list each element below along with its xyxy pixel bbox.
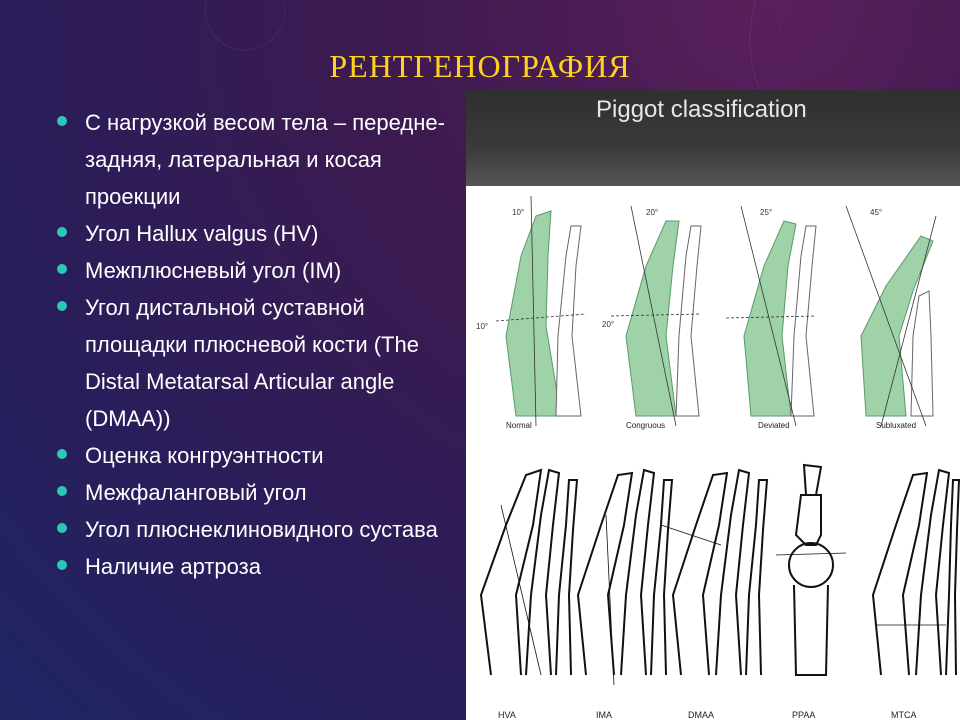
angle-label: 10° xyxy=(476,322,489,331)
angle-label: 20° xyxy=(646,208,659,217)
bullet-dot xyxy=(57,116,67,126)
bullet-item: Оценка конгруэнтности xyxy=(55,437,465,474)
foot-congruous xyxy=(611,206,701,426)
foot-dmaa xyxy=(661,470,767,675)
foot-subluxated xyxy=(846,206,936,426)
bullet-item: Угол дистальной суставной площадки плюсневой кости (The Distal Metatarsal Articular angle (DMAA)) xyxy=(55,289,465,437)
angle-label-hva: HVA xyxy=(498,710,516,720)
bullet-dot xyxy=(57,523,67,533)
angle-label-dmaa: DMAA xyxy=(688,710,715,720)
bullet-dot xyxy=(57,227,67,237)
bullet-item: С нагрузкой весом тела – передне-задняя, латеральная и косая проекции xyxy=(55,104,465,215)
angle-drawings xyxy=(466,440,960,705)
figure-header-title: Piggot classification xyxy=(596,96,807,123)
foot-normal xyxy=(496,196,586,426)
foot-hva xyxy=(481,470,577,675)
bullet-dot xyxy=(57,301,67,311)
angle-label: 25° xyxy=(760,208,773,217)
bullet-item: Наличие артроза xyxy=(55,548,465,585)
foot-ppaa xyxy=(776,465,846,675)
angle-label-ppaa: PPAA xyxy=(792,710,816,720)
piggot-drawings xyxy=(466,186,960,440)
bullet-dot xyxy=(57,264,67,274)
angle-label-mtca: MTCA xyxy=(891,710,917,720)
bullet-list xyxy=(55,104,465,585)
slide-title: РЕНТГЕНОГРАФИЯ xyxy=(329,48,631,84)
bullet-item: Межплюсневый угол (IM) xyxy=(55,252,465,289)
panel-caption: Subluxated xyxy=(876,421,917,430)
panel-caption: Normal xyxy=(506,421,532,430)
piggot-figure xyxy=(466,90,960,440)
bullet-dot xyxy=(57,560,67,570)
foot-ima xyxy=(578,470,672,685)
panel-caption: Congruous xyxy=(626,421,666,430)
angle-label: 10° xyxy=(512,208,525,217)
bullet-item: Межфаланговый угол xyxy=(55,474,465,511)
bullet-item: Угол плюснеклиновидного сустава xyxy=(55,511,465,548)
bullet-dot xyxy=(57,449,67,459)
bullet-item: Угол Hallux valgus (HV) xyxy=(55,215,465,252)
angle-figure xyxy=(466,440,960,720)
bullet-dot xyxy=(57,486,67,496)
angle-label-ima: IMA xyxy=(596,710,613,720)
angle-label: 45° xyxy=(870,208,883,217)
foot-mtca xyxy=(873,470,959,675)
angle-label: 20° xyxy=(602,320,615,329)
figure-header xyxy=(466,90,960,186)
panel-caption: Deviated xyxy=(758,421,790,430)
foot-deviated xyxy=(726,206,816,426)
